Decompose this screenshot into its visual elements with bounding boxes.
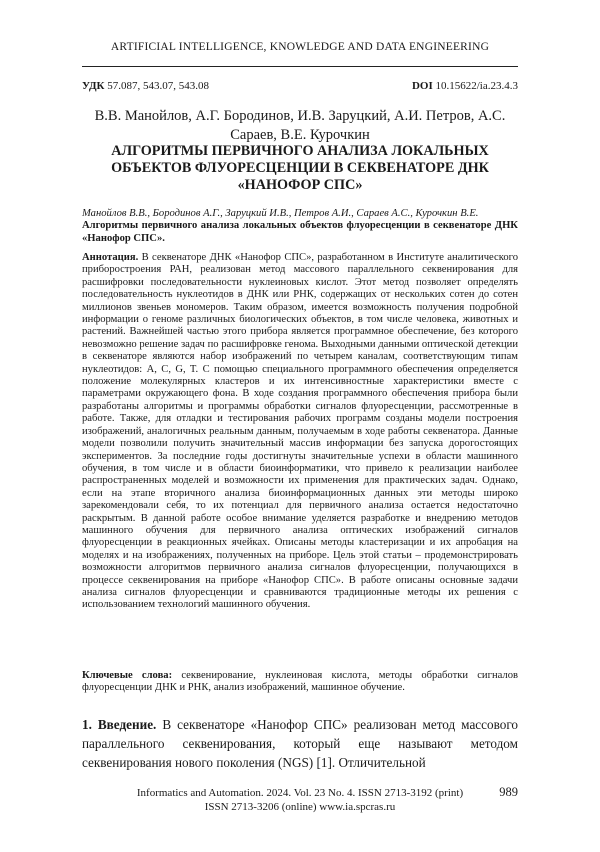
journal-name: ARTIFICIAL INTELLIGENCE, KNOWLEDGE AND DATA ENGINEERING xyxy=(110,41,490,53)
udk xyxy=(82,80,209,92)
footer-line-1: Informatics and Automation. 2024. Vol. 23 No. 4. ISSN 2713-3192 (print) xyxy=(136,787,464,799)
doi-label: DOI xyxy=(411,80,433,92)
abstract xyxy=(82,252,518,612)
abstract-text: В секвенаторе ДНК «Нанофор СПС», разработанном в Институте аналитического приборостроения РАН, реализован метод массового параллельного секвенирования для расшифровки последовательности нуклеиновых кислот. Этот метод позволяет определять последовательность нуклеотидов в ДНК или РНК, содержащих от нескольких сотен до сотен миллионов звеньев мономеров. Таким образом, имеется возможность получения подробной информации о геноме различных биологических объектов, в том числе человека, животных и растений. Важнейшей частью этого прибора является программное обеспечение, без которого невозможно решение задач по расшифровке генома. Выходными данными оптической детекции в секвенаторе являются набор изображений по четырем каналам, соответствующим типам нуклеотидов: A, C, G, T. С помощью специального программного обеспечения определяется положение молекулярных кластеров и их интенсивностные характеристики вместе с параметрами окружающего фона. В ходе создания программного обеспечения прибора были разработаны алгоритмы и программы обработки сигналов флуоресценции, рассмотренные в работе. Также, для отладки и тестирования рабочих программ созданы модели построения изображений, аналогичных реальным данным, получаемым в ходе работы секвенатора. Данные модели позволили получить значительный массив информации без запуска дорогостоящих экспериментов. За последние годы достигнуты значительные успехи в области машинного обучения, в том числе и в области биоинформатики, что привело к реализации наиболее распространенных моделей и возможности их применения для практических задач. Однако, если на этапе вторичного анализа биоинформационных данных эти методы широко зарекомендовали себя, то их потенциал для первичного анализа остается недостаточно раскрытым. В данной работе особое внимание уделяется разработке и внедрению методов машинного обучения для первичного анализа оптических изображений сигналов флуоресценции в реакционных ячейках. Описаны методы кластеризации и их апробация на моделях и на изображениях, полученных на приборе. Цель этой статьи – продемонстрировать возможности алгоритмов первичного анализа сигналов флуоресценции, получающихся в процессе секвенирования на приборе «Нанофор СПС». В работе описаны основные задачи анализа сигналов флуоресценции и сравниваются традиционные методы их решения с использованием технологий машинного обучения. xyxy=(82,252,518,611)
page-footer xyxy=(82,786,518,814)
citation-title: Алгоритмы первичного анализа локальных объектов флуоресценции в секвенаторе ДНК «Нанофор СПС». xyxy=(82,220,518,244)
article-authors: В.В. Манойлов, А.Г. Бородинов, И.В. Заруцкий, А.И. Петров, А.С. Сараев, В.Е. Курочкин xyxy=(94,108,506,143)
keywords-label: Ключевые слова: xyxy=(82,670,173,681)
intro-heading: 1. Введение. xyxy=(82,717,157,732)
udk-label: УДК xyxy=(82,80,105,92)
introduction xyxy=(82,715,518,773)
citation-authors: Манойлов В.В., Бородинов А.Г., Заруцкий И.В., Петров А.И., Сараев А.С., Курочкин В.Е. xyxy=(82,208,479,219)
udk-value: 57.087, 543.07, 543.08 xyxy=(107,80,210,92)
header-rule xyxy=(82,66,518,67)
abstract-label: Аннотация. xyxy=(82,252,139,263)
keywords xyxy=(82,670,518,695)
citation-block xyxy=(82,208,518,245)
footer-line-2: ISSN 2713-3206 (online) www.ia.spcras.ru xyxy=(204,801,396,813)
doi xyxy=(412,80,518,92)
doi-value: 10.15622/ia.23.4.3 xyxy=(435,80,518,92)
keywords-text: секвенирование, нуклеиновая кислота, методы обработки сигналов флуоресценции ДНК и РНК, анализ изображений, машинное обучение. xyxy=(82,670,518,694)
article-title: АЛГОРИТМЫ ПЕРВИЧНОГО АНАЛИЗА ЛОКАЛЬНЫХ ОБЪЕКТОВ ФЛУОРЕСЦЕНЦИИ В СЕКВЕНАТОРЕ ДНК «НАНОФОР СПС» xyxy=(111,143,489,193)
intro-text: В секвенаторе «Нанофор СПС» реализован метод массового параллельного секвенирования, который еще называют методом секвенирования нового поколения (NGS) [1]. Отличительной xyxy=(82,717,518,771)
page-number: 989 xyxy=(499,785,518,799)
